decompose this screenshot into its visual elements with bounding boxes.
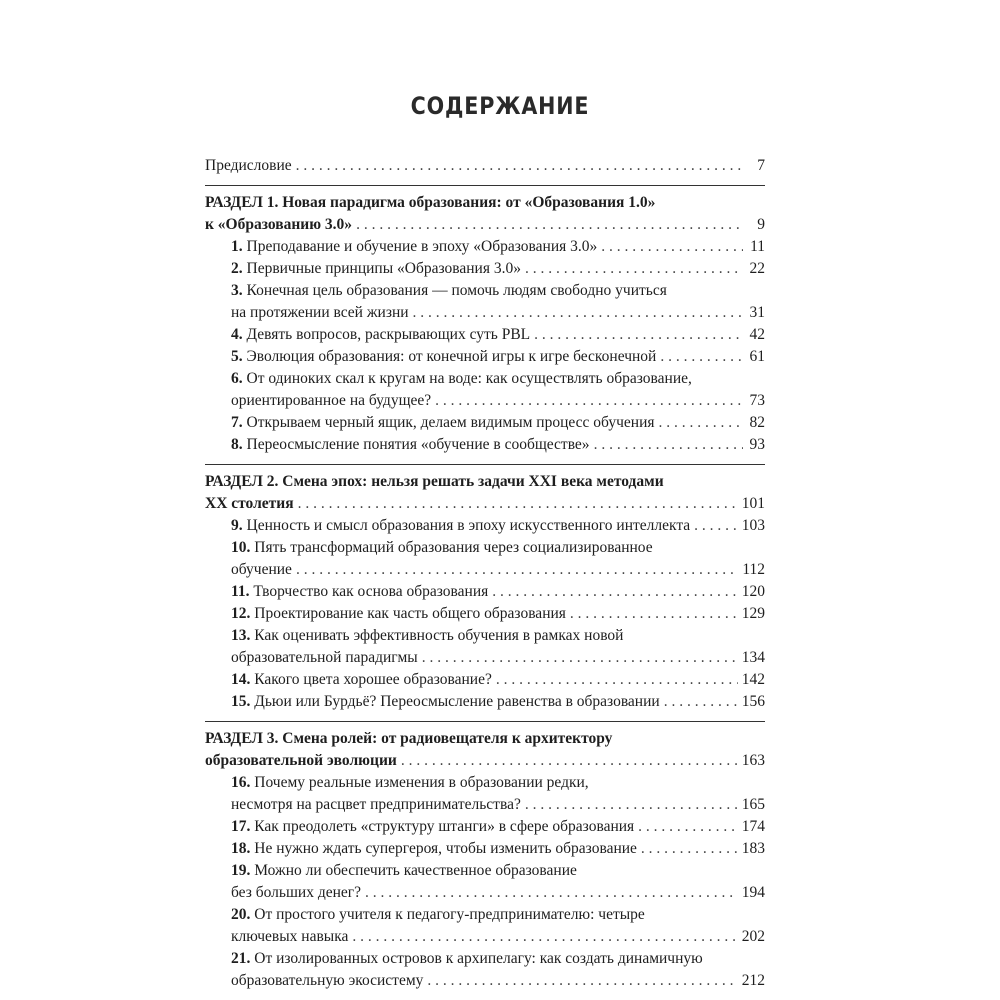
chapter-number: 18. — [231, 840, 251, 857]
dot-leader — [298, 493, 738, 515]
dot-leader — [659, 412, 744, 434]
dot-leader — [296, 155, 743, 177]
chapter-title: От одиноких скал к кругам на воде: как осуществлять образование, — [246, 370, 692, 387]
toc-page-number: 142 — [741, 671, 765, 688]
chapter-title: Конечная цель образования — помочь людям свободно учиться — [246, 282, 667, 299]
section-heading-line — [205, 750, 765, 772]
chapter-number: 11. — [231, 583, 250, 600]
dot-leader — [638, 816, 738, 838]
toc-page-number: 112 — [742, 561, 765, 578]
chapter-title: Можно ли обеспечить качественное образование — [254, 862, 577, 879]
toc-entry — [205, 368, 765, 390]
toc-page-number: 31 — [749, 304, 765, 321]
toc-page-number: 22 — [749, 260, 765, 277]
chapter-number: 2. — [231, 260, 243, 277]
section-heading-continuation: XX столетия — [205, 495, 294, 512]
toc-entry — [205, 691, 765, 713]
dot-leader — [534, 324, 743, 346]
toc-page-number: 163 — [741, 752, 765, 769]
dot-leader — [570, 603, 738, 625]
toc-entry — [205, 324, 765, 346]
toc-entry — [205, 412, 765, 434]
dot-leader — [496, 669, 738, 691]
dot-leader — [694, 515, 738, 537]
toc-entry — [205, 236, 765, 258]
chapter-title: Не нужно ждать супергероя, чтобы изменить образование — [254, 840, 637, 857]
dot-leader — [525, 258, 743, 280]
toc-page-number: 202 — [741, 928, 765, 945]
toc-page-number: 212 — [741, 972, 765, 989]
section-heading-continuation: образовательной эволюции — [205, 752, 397, 769]
toc-entry — [205, 882, 765, 904]
chapter-title: Как оценивать эффективность обучения в рамках новой — [254, 627, 624, 644]
toc-entry — [205, 280, 765, 302]
toc-page-number: 73 — [749, 392, 765, 409]
toc-page-number: 11 — [750, 238, 765, 255]
dot-leader — [365, 882, 738, 904]
toc-page-number: 156 — [741, 693, 765, 710]
toc-entry — [205, 838, 765, 860]
divider — [205, 721, 765, 722]
chapter-number: 5. — [231, 348, 243, 365]
toc-entry — [205, 860, 765, 882]
chapter-title: Пять трансформаций образования через социализированное — [254, 539, 653, 556]
chapter-number: 6. — [231, 370, 243, 387]
toc-entry — [205, 603, 765, 625]
toc-page-number: 42 — [749, 326, 765, 343]
dot-leader — [525, 794, 738, 816]
toc-entry — [205, 948, 765, 970]
chapter-title: несмотря на расцвет предпринимательства? — [231, 796, 521, 813]
dot-leader — [356, 214, 743, 236]
toc-entry — [205, 926, 765, 948]
toc-page-number: 103 — [741, 517, 765, 534]
divider — [205, 185, 765, 186]
section-heading: РАЗДЕЛ 3. Смена ролей: от радиовещателя к архитектору — [205, 730, 613, 747]
table-of-contents — [205, 155, 765, 992]
chapter-number: 12. — [231, 605, 251, 622]
chapter-title: Первичные принципы «Образования 3.0» — [246, 260, 521, 277]
section-heading: РАЗДЕЛ 1. Новая парадигма образования: от «Образования 1.0» — [205, 194, 656, 211]
chapter-title: Преподавание и обучение в эпоху «Образования 3.0» — [246, 238, 598, 255]
dot-leader — [296, 559, 738, 581]
toc-page-number: 129 — [741, 605, 765, 622]
toc-entry — [205, 970, 765, 992]
toc-page-number: 120 — [741, 583, 765, 600]
page-title: СОДЕРЖАНИЕ — [410, 92, 590, 120]
chapter-title: образовательную экосистему — [231, 972, 424, 989]
chapter-title: Какого цвета хорошее образование? — [254, 671, 492, 688]
toc-entry — [205, 537, 765, 559]
toc-entry — [205, 816, 765, 838]
toc-entry-preface — [205, 155, 765, 177]
dot-leader — [601, 236, 743, 258]
dot-leader — [422, 647, 738, 669]
chapter-title: От изолированных островов к архипелагу: как создать динамичную — [254, 950, 703, 967]
toc-entry — [205, 794, 765, 816]
chapter-number: 20. — [231, 906, 251, 923]
toc-page-number: 165 — [741, 796, 765, 813]
chapter-number: 21. — [231, 950, 251, 967]
toc-page-number: 174 — [741, 818, 765, 835]
chapter-title: на протяжении всей жизни — [231, 304, 409, 321]
divider — [205, 464, 765, 465]
toc-page-number: 93 — [749, 436, 765, 453]
toc-entry — [205, 559, 765, 581]
section-heading-continuation: к «Образованию 3.0» — [205, 216, 353, 233]
chapter-title: Дьюи или Бурдьё? Переосмысление равенства в образовании — [254, 693, 660, 710]
chapter-number: 7. — [231, 414, 243, 431]
section-heading-line — [205, 214, 765, 236]
toc-page-number: 82 — [749, 414, 765, 431]
chapter-title: Почему реальные изменения в образовании редки, — [254, 774, 589, 791]
chapter-number: 8. — [231, 436, 243, 453]
chapter-title: Открываем черный ящик, делаем видимым процесс обучения — [246, 414, 655, 431]
dot-leader — [435, 390, 743, 412]
dot-leader — [413, 302, 743, 324]
toc-entry — [205, 346, 765, 368]
dot-leader — [352, 926, 737, 948]
dot-leader — [641, 838, 738, 860]
toc-page-number: 134 — [741, 649, 765, 666]
chapter-title: образовательной парадигмы — [231, 649, 418, 666]
chapter-title: Ценность и смысл образования в эпоху искусственного интеллекта — [246, 517, 691, 534]
chapter-number: 14. — [231, 671, 251, 688]
chapter-title: Девять вопросов, раскрывающих суть PBL — [246, 326, 531, 343]
toc-entry — [205, 258, 765, 280]
dot-leader — [664, 691, 738, 713]
toc-page-number: 194 — [741, 884, 765, 901]
toc-entry — [205, 625, 765, 647]
toc-page-number: 7 — [757, 157, 765, 174]
chapter-number: 1. — [231, 238, 243, 255]
toc-page-number: 9 — [757, 216, 765, 233]
toc-entry-label: Предисловие — [205, 157, 292, 174]
chapter-title: без больших денег? — [231, 884, 362, 901]
toc-entry — [205, 772, 765, 794]
chapter-number: 16. — [231, 774, 251, 791]
dot-leader — [401, 750, 738, 772]
chapter-number: 17. — [231, 818, 251, 835]
toc-entry — [205, 390, 765, 412]
chapter-number: 4. — [231, 326, 243, 343]
toc-entry — [205, 434, 765, 456]
dot-leader — [660, 346, 743, 368]
chapter-title: Переосмысление понятия «обучение в сообществе» — [246, 436, 590, 453]
chapter-title: От простого учителя к педагогу-предпринимателю: четыре — [254, 906, 645, 923]
dot-leader — [492, 581, 737, 603]
toc-page-number: 183 — [741, 840, 765, 857]
section-heading: РАЗДЕЛ 2. Смена эпох: нельзя решать задачи XXI века методами — [205, 473, 664, 490]
chapter-number: 3. — [231, 282, 243, 299]
chapter-title: Как преодолеть «структуру штанги» в сфере образования — [254, 818, 635, 835]
toc-entry — [205, 647, 765, 669]
chapter-title: Творчество как основа образования — [253, 583, 489, 600]
chapter-number: 9. — [231, 517, 243, 534]
toc-entry — [205, 302, 765, 324]
toc-entry — [205, 669, 765, 691]
chapter-number: 15. — [231, 693, 251, 710]
dot-leader — [427, 970, 737, 992]
toc-entry — [205, 904, 765, 926]
chapter-title: ключевых навыка — [231, 928, 349, 945]
chapter-number: 19. — [231, 862, 251, 879]
chapter-title: Проектирование как часть общего образования — [254, 605, 566, 622]
chapter-number: 13. — [231, 627, 251, 644]
section-heading-line — [205, 493, 765, 515]
toc-page-number: 61 — [749, 348, 765, 365]
dot-leader — [594, 434, 743, 456]
chapter-title: Эволюция образования: от конечной игры к игре бесконечной — [246, 348, 657, 365]
chapter-number: 10. — [231, 539, 251, 556]
toc-entry — [205, 515, 765, 537]
chapter-title: обучение — [231, 561, 292, 578]
chapter-title: ориентированное на будущее? — [231, 392, 432, 409]
toc-page-number: 101 — [741, 495, 765, 512]
toc-entry — [205, 581, 765, 603]
